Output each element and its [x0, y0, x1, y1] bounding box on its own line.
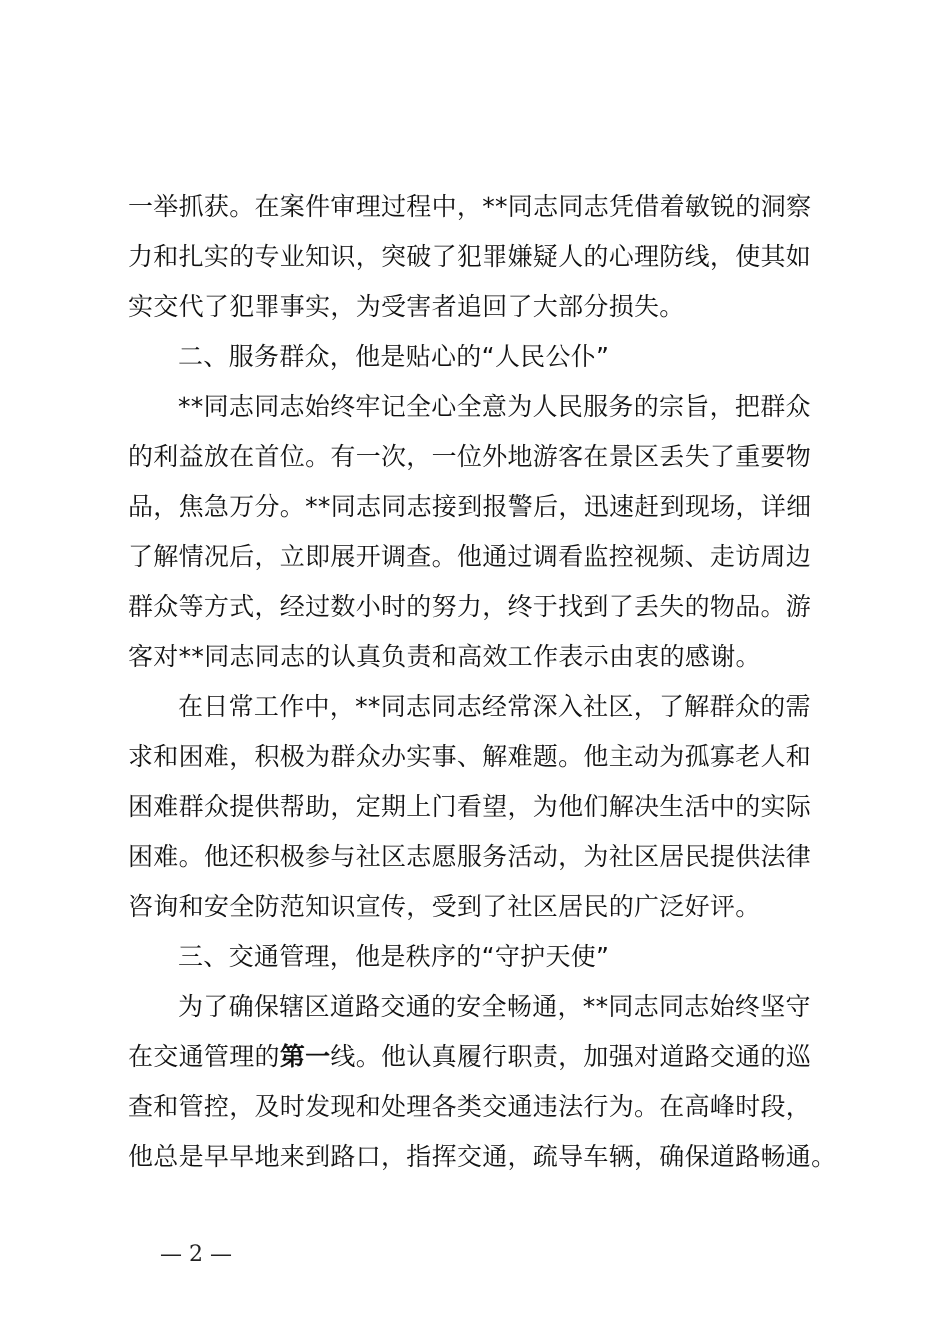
text-line: 查和管控，及时发现和处理各类交通违法行为。在高峰时段，	[128, 1092, 812, 1121]
text-line-mixed	[128, 1032, 848, 1082]
text-line: 为了确保辖区道路交通的安全畅通，**同志同志始终坚守	[178, 992, 811, 1021]
text-line: **同志同志始终牢记全心全意为人民服务的宗旨，把群众	[178, 392, 811, 421]
section-heading-2: 二、服务群众，他是贴心的“人民公仆”	[178, 342, 610, 371]
text-line: 他总是早早地来到路口，指挥交通，疏导车辆，确保道路畅通。	[128, 1142, 837, 1171]
text-line: 困难群众提供帮助，定期上门看望，为他们解决生活中的实际	[128, 792, 812, 821]
text-line: 咨询和安全防范知识宣传，受到了社区居民的广泛好评。	[128, 892, 761, 921]
text-line: 实交代了犯罪事实，为受害者追回了大部分损失。	[128, 292, 685, 321]
text-line: 在日常工作中，**同志同志经常深入社区，了解群众的需	[178, 692, 811, 721]
text-line: 了解情况后，立即展开调查。他通过调看监控视频、走访周边	[128, 542, 812, 571]
text-line: 客对**同志同志的认真负责和高效工作表示由衷的感谢。	[128, 642, 761, 671]
text-line: 品，焦急万分。**同志同志接到报警后，迅速赶到现场，详细	[128, 492, 812, 521]
page-number: — 2 —	[160, 1242, 232, 1267]
text-segment: 在交通管理的	[128, 1042, 280, 1071]
text-line: 困难。他还积极参与社区志愿服务活动，为社区居民提供法律	[128, 842, 812, 871]
text-line: 一举抓获。在案件审理过程中，**同志同志凭借着敏锐的洞察	[128, 192, 812, 221]
bold-text-segment: 第一	[279, 1042, 331, 1071]
text-line: 力和扎实的专业知识，突破了犯罪嫌疑人的心理防线，使其如	[128, 242, 812, 271]
text-line: 群众等方式，经过数小时的努力，终于找到了丢失的物品。游	[128, 592, 812, 621]
text-line: 的利益放在首位。有一次，一位外地游客在景区丢失了重要物	[128, 442, 812, 471]
text-segment: 他认真履行职责，加强对道路交通的巡	[381, 1042, 812, 1071]
text-segment: 线。	[330, 1042, 382, 1071]
document-body	[128, 182, 848, 1182]
section-heading-3: 三、交通管理，他是秩序的“守护天使”	[178, 942, 610, 971]
text-line: 求和困难，积极为群众办实事、解难题。他主动为孤寡老人和	[128, 742, 812, 771]
